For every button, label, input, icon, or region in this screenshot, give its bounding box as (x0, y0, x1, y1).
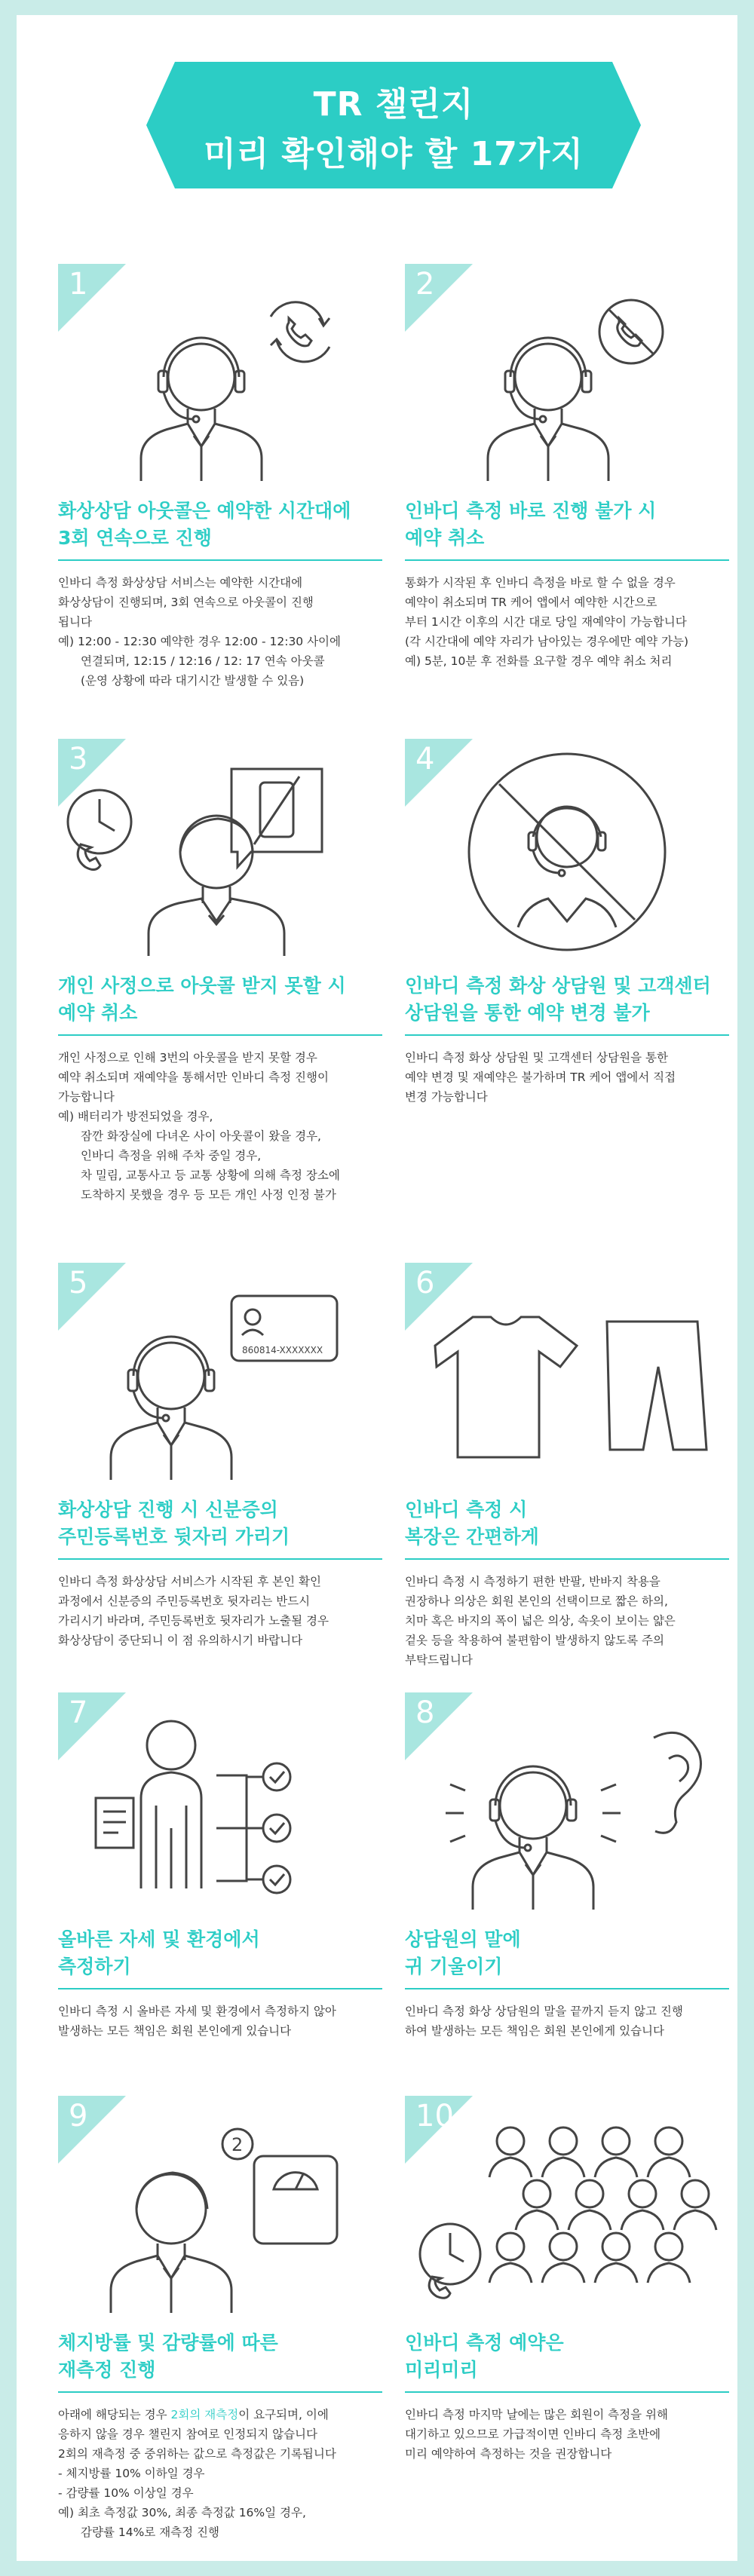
body-line: 예) 5분, 10분 후 전화를 요구할 경우 예약 취소 처리 (405, 654, 673, 668)
card-title (405, 1926, 729, 1980)
card-title (58, 498, 382, 552)
body-line: 화상상담이 중단되니 이 점 유의하시기 바랍니다 (58, 1634, 303, 1647)
number-badge (405, 739, 473, 807)
body-line: 도착하지 못했을 경우 등 모든 개인 사정 인정 불가 (81, 1188, 336, 1202)
body-line: 인바디 측정 화상 상담원의 말을 끝까지 듣지 않고 진행 (405, 2005, 683, 2018)
body-line: (운영 상황에 따라 대기시간 발생할 수 있음) (81, 674, 305, 688)
card-title-line2: 미리미리 (405, 2359, 478, 2381)
title-banner (146, 62, 641, 188)
card-title (58, 973, 382, 1027)
body-line: 예약이 취소되며 TR 케어 앱에서 예약한 시간으로 (405, 596, 657, 609)
body-line: 대기하고 있으므로 가급적이면 인바디 측정 초반에 (405, 2427, 661, 2441)
card-body (58, 2405, 382, 2542)
card-title-line1: 화상상담 진행 시 신분증의 (58, 1499, 278, 1521)
card-body (58, 1048, 382, 1205)
card-body (58, 2002, 382, 2041)
card-title (58, 1926, 382, 1980)
number-badge (58, 1263, 126, 1331)
body-line: 부탁드립니다 (405, 1653, 473, 1667)
card-title-line1: 인바디 측정 바로 진행 불가 시 (405, 500, 657, 522)
number-badge-label: 2 (415, 267, 435, 302)
card-title-line2: 예약 취소 (405, 527, 485, 549)
body-line: 2회의 재측정 중 중위하는 값으로 측정값은 기록됩니다 (58, 2447, 336, 2461)
body-text: 이 요구되며, 이에 (238, 2408, 329, 2421)
body-line: 잠깐 화장실에 다녀온 사이 아웃콜이 왔을 경우, (81, 1129, 321, 1143)
body-line (58, 2405, 382, 2424)
page-panel (17, 15, 737, 2561)
number-badge (405, 1692, 473, 1760)
card-title-line2: 상담원을 통한 예약 변경 불가 (405, 1002, 650, 1024)
body-line: (각 시간대에 예약 자리가 남아있는 경우에만 예약 가능) (405, 635, 688, 648)
card-title-line2: 측정하기 (58, 1956, 131, 1977)
number-badge (58, 739, 126, 807)
body-line: 인바디 측정을 위해 주차 중일 경우, (81, 1149, 262, 1162)
body-line: 치마 혹은 바지의 폭이 넓은 의상, 속옷이 보이는 얇은 (405, 1614, 676, 1628)
card-title-line1: 상담원의 말에 (405, 1928, 521, 1950)
body-line: 인바디 측정 시 올바른 자세 및 환경에서 측정하지 않아 (58, 2005, 336, 2018)
card-body (405, 1572, 729, 1670)
body-line: 예약 변경 및 재예약은 불가하며 TR 케어 앱에서 직접 (405, 1071, 676, 1084)
number-badge-label: 3 (69, 742, 88, 776)
body-line: 인바디 측정 마지막 날에는 많은 회원이 측정을 위해 (405, 2408, 668, 2421)
body-line: - 체지방률 10% 이하일 경우 (58, 2467, 205, 2480)
divider (58, 1988, 382, 1989)
card-title-line2: 3회 연속으로 진행 (58, 527, 212, 549)
number-badge-label: 10 (415, 2099, 454, 2133)
body-line: 차 밀림, 교통사고 등 교통 상황에 의해 측정 장소에 (81, 1169, 340, 1182)
card-title (405, 1496, 729, 1551)
card-body (58, 1572, 382, 1650)
scale-badge-number: 2 (231, 2134, 244, 2155)
number-badge-label: 9 (69, 2099, 88, 2133)
body-line: 발생하는 모든 책임은 회원 본인에게 있습니다 (58, 2024, 292, 2038)
body-line: 됩니다 (58, 615, 92, 629)
divider (58, 1034, 382, 1036)
divider (405, 1988, 729, 1989)
body-text: 아래에 해당되는 경우 (58, 2408, 171, 2421)
number-badge (405, 1263, 473, 1331)
card-title (405, 973, 729, 1027)
body-line: 연결되며, 12:15 / 12:16 / 12: 17 연속 아웃콜 (81, 654, 325, 668)
body-line: 인바디 측정 화상상담 서비스가 시작된 후 본인 확인 (58, 1575, 321, 1588)
body-line: 하여 발생하는 모든 책임은 회원 본인에게 있습니다 (405, 2024, 664, 2038)
body-line: 통화가 시작된 후 인바디 측정을 바로 할 수 없을 경우 (405, 576, 676, 590)
number-badge-label: 5 (69, 1266, 88, 1300)
number-badge (405, 264, 473, 332)
body-line: 과정에서 신분증의 주민등록번호 뒷자리는 반드시 (58, 1594, 311, 1608)
body-line: 변경 가능합니다 (405, 1090, 488, 1104)
number-badge-label: 6 (415, 1266, 435, 1300)
divider (405, 2391, 729, 2393)
highlight-text: 2회의 재측정 (170, 2408, 239, 2421)
divider (58, 559, 382, 561)
card-title-line1: 인바디 측정 시 (405, 1499, 528, 1521)
card-title-line2: 예약 취소 (58, 1002, 138, 1024)
number-badge-label: 7 (69, 1695, 88, 1730)
card-title-line1: 인바디 측정 화상 상담원 및 고객센터 (405, 975, 711, 997)
number-badge-label: 8 (415, 1695, 435, 1730)
number-badge (58, 2096, 126, 2164)
divider (405, 1558, 729, 1560)
card-title-line2: 귀 기울이기 (405, 1956, 503, 1977)
body-line: 가리시기 바라며, 주민등록번호 뒷자리가 노출될 경우 (58, 1614, 329, 1628)
banner-title-line1: TR 챌린지 (313, 85, 474, 124)
divider (405, 1034, 729, 1036)
body-line: 권장하나 의상은 회원 본인의 선택이므로 짧은 하의, (405, 1594, 668, 1608)
card-title (405, 2329, 729, 2384)
body-line: 예) 배터리가 방전되었을 경우, (58, 1110, 213, 1123)
body-line: 겉옷 등을 착용하여 불편함이 발생하지 않도록 주의 (405, 1634, 664, 1647)
card-title (405, 498, 729, 552)
body-line: 미리 예약하여 측정하는 것을 권장합니다 (405, 2447, 612, 2461)
body-line: 화상상담이 진행되며, 3회 연속으로 아웃콜이 진행 (58, 596, 314, 609)
card-title (58, 1496, 382, 1551)
card-body (405, 1048, 729, 1107)
body-line: 인바디 측정 시 측정하기 편한 반팔, 반바지 착용을 (405, 1575, 661, 1588)
number-badge-label: 4 (415, 742, 435, 776)
body-line: 가능합니다 (58, 1090, 115, 1104)
card-body (405, 2002, 729, 2041)
body-line: 개인 사정으로 인해 3번의 아웃콜을 받지 못할 경우 (58, 1051, 317, 1064)
divider (405, 559, 729, 561)
banner-title-line2: 미리 확인해야 할 17가지 (204, 135, 584, 173)
body-line: 예) 12:00 - 12:30 예약한 경우 12:00 - 12:30 사이에 (58, 635, 342, 648)
card-title-line2: 재측정 진행 (58, 2359, 156, 2381)
card-title (58, 2329, 382, 2384)
id-card-number: 860814-XXXXXXX (242, 1345, 323, 1355)
card-body (405, 2405, 729, 2464)
divider (58, 2391, 382, 2393)
body-line: 예) 최초 측정값 30%, 최종 측정값 16%일 경우, (58, 2506, 306, 2519)
body-line: 인바디 측정 화상 상담원 및 고객센터 상담원을 통한 (405, 1051, 668, 1064)
card-body (405, 573, 729, 671)
body-line: 부터 1시간 이후의 시간 대로 당일 재예약이 가능합니다 (405, 615, 687, 629)
number-badge (58, 1692, 126, 1760)
card-body (58, 573, 382, 691)
body-line: 인바디 측정 화상상담 서비스는 예약한 시간대에 (58, 576, 303, 590)
body-line: 응하지 않을 경우 챌린지 참여로 인정되지 않습니다 (58, 2427, 317, 2441)
number-badge (58, 264, 126, 332)
card-title-line1: 개인 사정으로 아웃콜 받지 못할 시 (58, 975, 346, 997)
card-title-line1: 화상상담 아웃콜은 예약한 시간대에 (58, 500, 351, 522)
card-title-line2: 주민등록번호 뒷자리 가리기 (58, 1526, 290, 1548)
body-line: - 감량률 10% 이상일 경우 (58, 2486, 194, 2500)
card-title-line1: 올바른 자세 및 환경에서 (58, 1928, 260, 1950)
body-line: 예약 취소되며 재예약을 통해서만 인바디 측정 진행이 (58, 1071, 329, 1084)
number-badge-label: 1 (69, 267, 88, 302)
body-line: 감량률 14%로 재측정 진행 (81, 2525, 219, 2539)
divider (58, 1558, 382, 1560)
number-badge (405, 2096, 473, 2164)
card-title-line1: 인바디 측정 예약은 (405, 2332, 564, 2354)
card-title-line1: 체지방률 및 감량률에 따른 (58, 2332, 278, 2354)
card-title-line2: 복장은 간편하게 (405, 1526, 539, 1548)
